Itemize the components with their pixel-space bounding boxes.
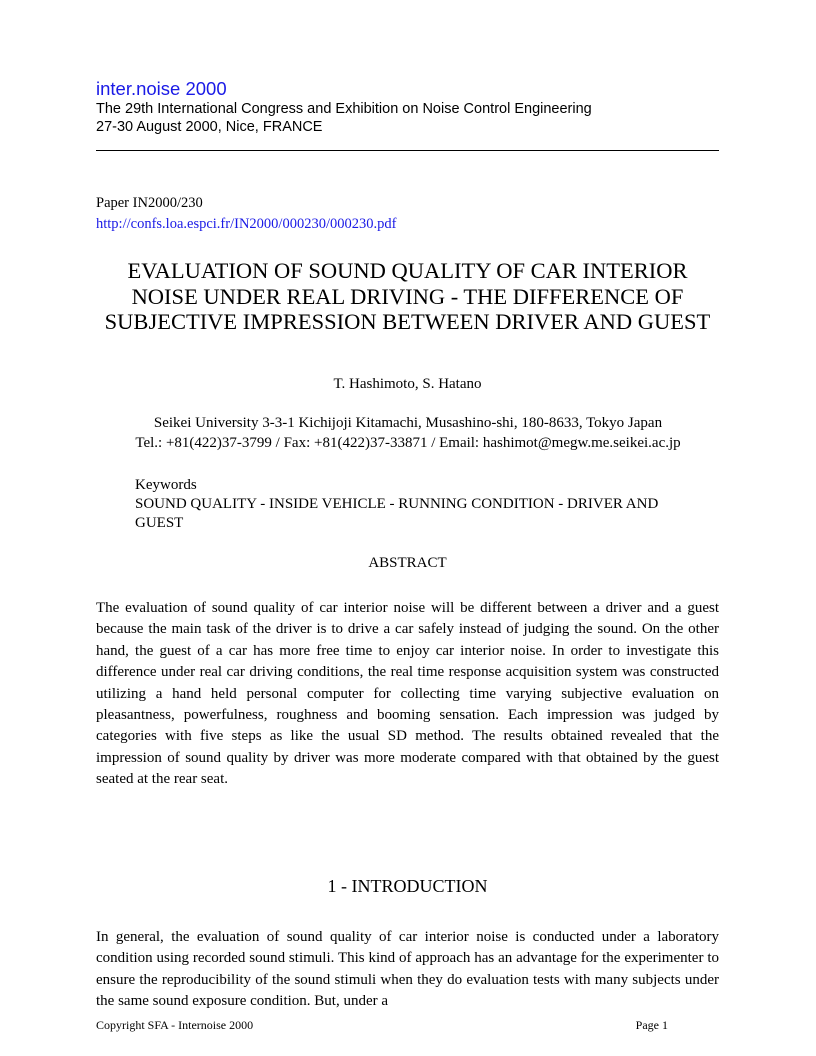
paper-url-link[interactable]: http://confs.loa.espci.fr/IN2000/000230/000230.pdf <box>96 216 397 232</box>
contact-info: Tel.: +81(422)37-3799 / Fax: +81(422)37-33871 / Email: hashimot@megw.me.seikei.ac.jp <box>135 435 681 451</box>
keywords-block <box>135 476 705 533</box>
introduction-text: In general, the evaluation of sound quality of car interior noise is conducted under a laboratory condition using recorded sound stimuli. This kind of approach has an advantage for the experimenter to ensure the reproducibility of the sound stimuli when they do evaluation tests with many subjects under the same sound exposure condition. But, under a <box>96 929 719 1010</box>
paper-title: EVALUATION OF SOUND QUALITY OF CAR INTERIOR NOISE UNDER REAL DRIVING - THE DIFFERENCE OF SUBJECTIVE IMPRESSION BETWEEN DRIVER AND GUEST <box>104 258 711 334</box>
abstract-text: The evaluation of sound quality of car interior noise will be different between a driver and a guest because the main task of the driver is to drive a car safely instead of judging the sound. On the other hand, the guest of a car has more free time to enjoy car interior noise. In order to investigate this difference under real car driving conditions, the real time response acquisition system was constructed utilizing a hand held personal computer for collecting time varying subjective evaluation on pleasantness, powerfulness, roughness and booming sensation. Each impression was judged by categories with five steps as like the usual SD method. The results obtained revealed that the impression of sound quality by driver was more moderate compared with that obtained by the guest seated at the rear seat. <box>96 600 719 788</box>
conference-subtitle: The 29th International Congress and Exhibition on Noise Control Engineering <box>96 101 592 117</box>
introduction-heading: 1 - INTRODUCTION <box>327 876 488 896</box>
abstract-heading: ABSTRACT <box>368 555 447 571</box>
conference-dates: 27-30 August 2000, Nice, FRANCE <box>96 119 323 135</box>
keywords-heading: Keywords <box>135 477 197 493</box>
header-divider <box>96 150 719 151</box>
conference-name: inter.noise 2000 <box>96 78 227 99</box>
paper-id: Paper IN2000/230 <box>96 195 203 211</box>
affiliation: Seikei University 3-3-1 Kichijoji Kitamachi, Musashino-shi, 180-8633, Tokyo Japan <box>153 415 663 431</box>
footer-page-number: Page 1 <box>635 1018 668 1032</box>
keywords-text: SOUND QUALITY - INSIDE VEHICLE - RUNNING CONDITION - DRIVER AND GUEST <box>135 496 659 531</box>
affiliation-block <box>90 413 726 453</box>
paper-authors: T. Hashimoto, S. Hatano <box>333 376 482 392</box>
footer-copyright: Copyright SFA - Internoise 2000 <box>96 1018 254 1032</box>
conference-header <box>96 78 736 136</box>
page-footer <box>96 1017 668 1033</box>
